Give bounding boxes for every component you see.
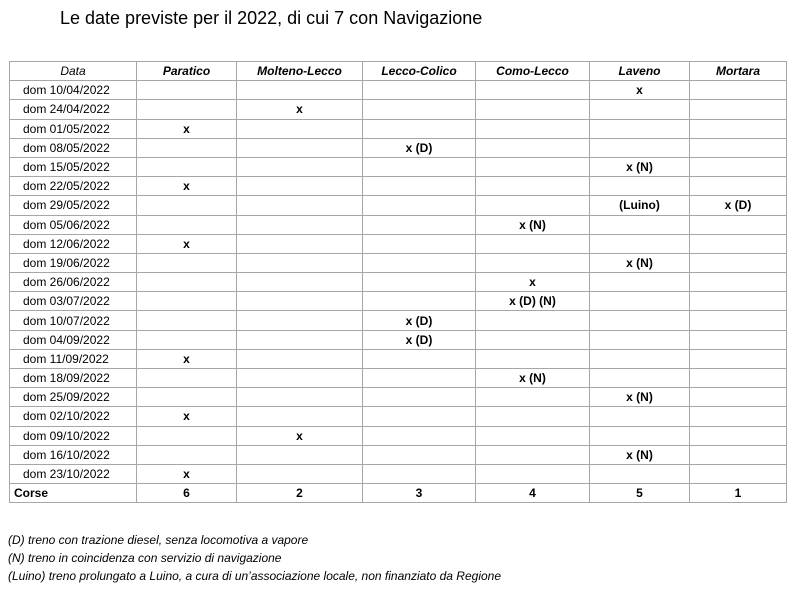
schedule-cell: [690, 349, 787, 368]
schedule-cell: [690, 100, 787, 119]
schedule-cell: x (D): [363, 138, 476, 157]
schedule-cell: [137, 215, 237, 234]
schedule-cell: [363, 119, 476, 138]
table-row: [10, 196, 787, 215]
schedule-cell: [237, 138, 363, 157]
schedule-cell: [476, 388, 590, 407]
schedule-cell: [237, 407, 363, 426]
table-body: [10, 81, 787, 484]
schedule-cell: [237, 330, 363, 349]
date-cell: dom 26/06/2022: [10, 273, 137, 292]
schedule-cell: [363, 445, 476, 464]
schedule-cell: x: [237, 426, 363, 445]
column-header-paratico: Paratico: [137, 62, 237, 81]
table-row: [10, 273, 787, 292]
table-row: [10, 369, 787, 388]
table-row: [10, 100, 787, 119]
schedule-cell: [476, 81, 590, 100]
footnote-navigazione: (N) treno in coincidenza con servizio di navigazione: [8, 551, 282, 565]
schedule-cell: [237, 388, 363, 407]
schedule-cell: [237, 81, 363, 100]
schedule-cell: [690, 292, 787, 311]
schedule-cell: [237, 157, 363, 176]
table-row: [10, 388, 787, 407]
schedule-cell: [690, 253, 787, 272]
column-header-laveno: Laveno: [590, 62, 690, 81]
date-cell: dom 15/05/2022: [10, 157, 137, 176]
schedule-cell: [237, 253, 363, 272]
page-title: Le date previste per il 2022, di cui 7 con Navigazione: [60, 8, 483, 28]
table-row: [10, 177, 787, 196]
schedule-cell: [363, 157, 476, 176]
table-header-row: [10, 62, 787, 81]
footnote-diesel: (D) treno con trazione diesel, senza locomotiva a vapore: [8, 533, 309, 547]
schedule-cell: [690, 177, 787, 196]
schedule-cell: [137, 100, 237, 119]
schedule-cell: [690, 311, 787, 330]
schedule-cell: [690, 273, 787, 292]
schedule-cell: [476, 407, 590, 426]
schedule-cell: [690, 407, 787, 426]
schedule-cell: x (N): [476, 369, 590, 388]
column-header-mortara: Mortara: [690, 62, 787, 81]
table-row: [10, 445, 787, 464]
schedule-cell: [237, 464, 363, 483]
table-row: [10, 119, 787, 138]
table-row: [10, 157, 787, 176]
schedule-cell: x: [137, 464, 237, 483]
schedule-cell: [363, 426, 476, 445]
totals-row: [10, 484, 787, 503]
schedule-cell: [590, 138, 690, 157]
column-header-molteno-lecco: Molteno-Lecco: [237, 62, 363, 81]
date-cell: dom 03/07/2022: [10, 292, 137, 311]
date-cell: dom 08/05/2022: [10, 138, 137, 157]
schedule-cell: [137, 81, 237, 100]
schedule-cell: x: [590, 81, 690, 100]
schedule-cell: [690, 369, 787, 388]
schedule-cell: [237, 292, 363, 311]
schedule-cell: [137, 273, 237, 292]
schedule-cell: [137, 157, 237, 176]
schedule-cell: [137, 311, 237, 330]
schedule-cell: [137, 253, 237, 272]
table-row: [10, 234, 787, 253]
table-row: [10, 253, 787, 272]
schedule-cell: [237, 215, 363, 234]
date-cell: dom 02/10/2022: [10, 407, 137, 426]
schedule-cell: [237, 445, 363, 464]
date-cell: dom 09/10/2022: [10, 426, 137, 445]
schedule-cell: [363, 215, 476, 234]
schedule-cell: [237, 311, 363, 330]
schedule-cell: [363, 81, 476, 100]
table-row: [10, 349, 787, 368]
schedule-cell: [590, 426, 690, 445]
schedule-cell: [690, 138, 787, 157]
total-cell: 1: [690, 484, 787, 503]
schedule-cell: [137, 330, 237, 349]
schedule-cell: [690, 119, 787, 138]
schedule-cell: [476, 426, 590, 445]
schedule-cell: [476, 311, 590, 330]
schedule-cell: [363, 253, 476, 272]
date-cell: dom 10/07/2022: [10, 311, 137, 330]
column-header-date: Data: [10, 62, 137, 81]
schedule-cell: [363, 369, 476, 388]
schedule-cell: x (D) (N): [476, 292, 590, 311]
schedule-cell: [476, 464, 590, 483]
schedule-cell: [590, 311, 690, 330]
schedule-cell: [363, 234, 476, 253]
table-row: [10, 330, 787, 349]
schedule-cell: [476, 119, 590, 138]
schedule-cell: x (D): [690, 196, 787, 215]
footnotes: [8, 531, 501, 585]
table-row: [10, 407, 787, 426]
date-cell: dom 19/06/2022: [10, 253, 137, 272]
column-header-como-lecco: Como-Lecco: [476, 62, 590, 81]
table-row: [10, 138, 787, 157]
schedule-cell: [476, 253, 590, 272]
schedule-cell: x (N): [590, 445, 690, 464]
schedule-cell: [590, 349, 690, 368]
schedule-cell: [363, 464, 476, 483]
schedule-cell: [476, 177, 590, 196]
schedule-cell: (Luino): [590, 196, 690, 215]
table-row: [10, 81, 787, 100]
schedule-table: [9, 61, 787, 503]
schedule-cell: [690, 234, 787, 253]
schedule-cell: [237, 349, 363, 368]
schedule-cell: [137, 388, 237, 407]
schedule-cell: [137, 292, 237, 311]
schedule-cell: [690, 464, 787, 483]
schedule-cell: [476, 349, 590, 368]
date-cell: dom 11/09/2022: [10, 349, 137, 368]
schedule-cell: [363, 349, 476, 368]
schedule-cell: [363, 100, 476, 119]
schedule-cell: [690, 81, 787, 100]
schedule-cell: [237, 119, 363, 138]
schedule-cell: [137, 369, 237, 388]
date-cell: dom 04/09/2022: [10, 330, 137, 349]
schedule-cell: x: [476, 273, 590, 292]
date-cell: dom 23/10/2022: [10, 464, 137, 483]
table-row: [10, 464, 787, 483]
schedule-cell: x (N): [476, 215, 590, 234]
schedule-cell: x: [137, 234, 237, 253]
schedule-cell: [476, 234, 590, 253]
schedule-cell: [237, 234, 363, 253]
schedule-cell: [590, 330, 690, 349]
totals-label: Corse: [10, 484, 137, 503]
date-cell: dom 01/05/2022: [10, 119, 137, 138]
schedule-cell: x (N): [590, 388, 690, 407]
schedule-cell: [690, 330, 787, 349]
schedule-cell: [237, 196, 363, 215]
schedule-cell: [590, 273, 690, 292]
schedule-cell: [476, 138, 590, 157]
schedule-cell: x (N): [590, 253, 690, 272]
schedule-cell: [690, 157, 787, 176]
schedule-cell: [590, 407, 690, 426]
schedule-cell: [590, 292, 690, 311]
schedule-cell: [476, 100, 590, 119]
table-row: [10, 426, 787, 445]
schedule-cell: [363, 196, 476, 215]
date-cell: dom 16/10/2022: [10, 445, 137, 464]
schedule-cell: [137, 196, 237, 215]
schedule-cell: [590, 215, 690, 234]
schedule-cell: [363, 273, 476, 292]
schedule-cell: x: [137, 119, 237, 138]
schedule-cell: [476, 196, 590, 215]
schedule-cell: x (D): [363, 311, 476, 330]
table-row: [10, 215, 787, 234]
schedule-cell: x: [137, 177, 237, 196]
schedule-cell: x (D): [363, 330, 476, 349]
date-cell: dom 12/06/2022: [10, 234, 137, 253]
schedule-cell: x: [137, 349, 237, 368]
date-cell: dom 25/09/2022: [10, 388, 137, 407]
schedule-cell: [237, 369, 363, 388]
date-cell: dom 24/04/2022: [10, 100, 137, 119]
schedule-cell: [363, 292, 476, 311]
schedule-cell: [590, 464, 690, 483]
total-cell: 5: [590, 484, 690, 503]
total-cell: 4: [476, 484, 590, 503]
schedule-cell: [590, 119, 690, 138]
date-cell: dom 10/04/2022: [10, 81, 137, 100]
table-row: [10, 292, 787, 311]
schedule-cell: [476, 330, 590, 349]
schedule-cell: [590, 177, 690, 196]
total-cell: 2: [237, 484, 363, 503]
date-cell: dom 29/05/2022: [10, 196, 137, 215]
schedule-cell: [237, 273, 363, 292]
schedule-cell: [237, 177, 363, 196]
date-cell: dom 18/09/2022: [10, 369, 137, 388]
schedule-cell: [476, 445, 590, 464]
total-cell: 3: [363, 484, 476, 503]
schedule-cell: [590, 369, 690, 388]
schedule-cell: [363, 177, 476, 196]
schedule-cell: x: [237, 100, 363, 119]
footnote-luino: (Luino) treno prolungato a Luino, a cura di un’associazione locale, non finanziato da Regione: [8, 569, 502, 583]
schedule-cell: x: [137, 407, 237, 426]
schedule-cell: [363, 407, 476, 426]
total-cell: 6: [137, 484, 237, 503]
schedule-cell: [690, 215, 787, 234]
date-cell: dom 05/06/2022: [10, 215, 137, 234]
date-cell: dom 22/05/2022: [10, 177, 137, 196]
schedule-cell: [363, 388, 476, 407]
schedule-cell: [137, 445, 237, 464]
column-header-lecco-colico: Lecco-Colico: [363, 62, 476, 81]
schedule-cell: [690, 445, 787, 464]
schedule-cell: [137, 426, 237, 445]
schedule-cell: [590, 234, 690, 253]
schedule-cell: [690, 426, 787, 445]
schedule-cell: x (N): [590, 157, 690, 176]
schedule-cell: [137, 138, 237, 157]
schedule-cell: [690, 388, 787, 407]
schedule-cell: [590, 100, 690, 119]
table-row: [10, 311, 787, 330]
schedule-cell: [476, 157, 590, 176]
